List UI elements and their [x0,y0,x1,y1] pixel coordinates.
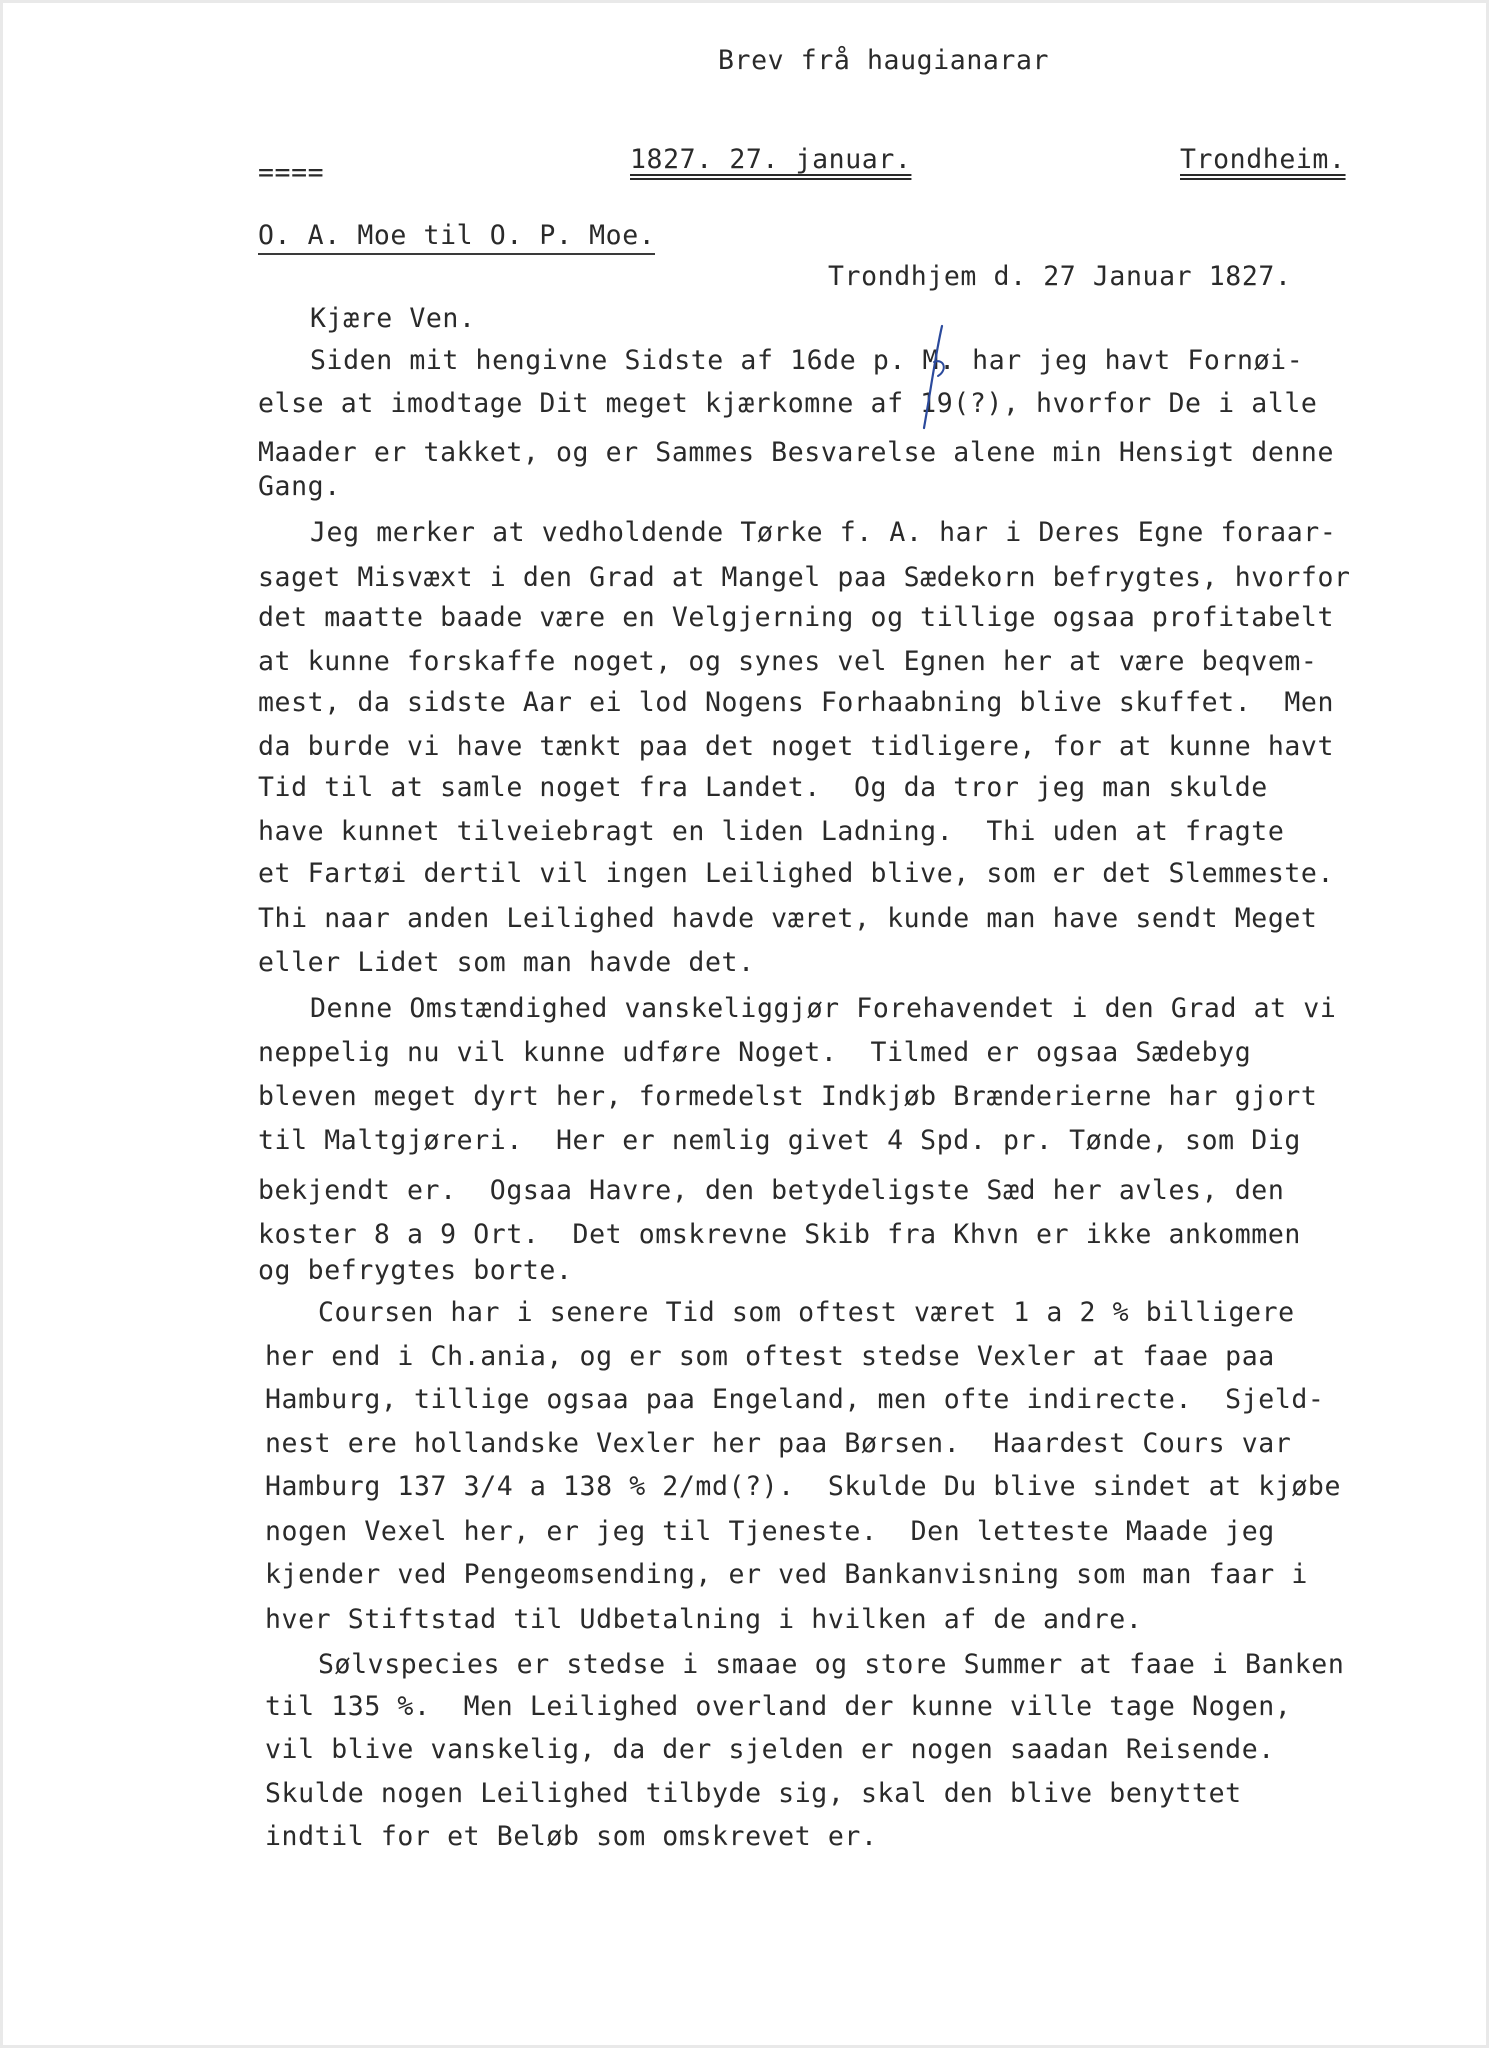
body-line: eller Lidet som man havde det. [258,947,755,978]
body-line: bekjendt er. Ogsaa Havre, den betydeligste Sæd her avles, den [258,1175,1285,1206]
collection-title: Brev frå haugianarar [718,45,1050,76]
body-line: et Fartøi dertil vil ingen Leilighed blive, som er det Slemmeste. [258,858,1335,889]
body-line: det maatte baade være en Velgjerning og tillige ogsaa profitabelt [258,602,1335,633]
body-line: vil blive vanskelig, da der sjelden er nogen saadan Reisende. [265,1734,1275,1765]
body-line: Thi naar anden Leilighed havde været, kunde man have sendt Meget [258,903,1318,934]
body-line: hver Stiftstad til Udbetalning i hvilken af de andre. [265,1604,1143,1635]
body-line: Gang. [258,471,341,502]
body-line: da burde vi have tænkt paa det noget tidligere, for at kunne havt [258,731,1335,762]
body-line: Skulde nogen Leilighed tilbyde sig, skal den blive benyttet [265,1778,1242,1809]
body-line: til 135 %. Men Leilighed overland der kunne ville tage Nogen, [265,1691,1292,1722]
body-line: at kunne forskaffe noget, og synes vel Egnen her at være beqvem- [258,646,1318,677]
body-line: Hamburg, tillige ogsaa paa Engeland, men ofte indirecte. Sjeld- [265,1384,1325,1415]
salutation: Kjære Ven. [310,303,476,334]
body-line: Coursen har i senere Tid som oftest været 1 a 2 % billigere [318,1297,1295,1328]
body-line: have kunnet tilveiebragt en liden Ladning. Thi uden at fragte [258,816,1285,847]
body-line: og befrygtes borte. [258,1255,573,1286]
body-line: neppelig nu vil kunne udføre Noget. Tilmed er ogsaa Sædebyg [258,1037,1252,1068]
header-separator: ==== [258,157,325,188]
body-line: til Maltgjøreri. Her er nemlig givet 4 Spd. pr. Tønde, som Dig [258,1125,1301,1156]
addressee-line [258,219,655,253]
body-line: Sølvspecies er stedse i smaae og store Summer at faae i Banken [318,1649,1345,1680]
body-line: nogen Vexel her, er jeg til Tjeneste. Den letteste Maade jeg [265,1516,1275,1547]
body-line: Siden mit hengivne Sidste af 16de p. M. har jeg havt Fornøi- [310,345,1304,376]
body-line: Tid til at samle noget fra Landet. Og da tror jeg man skulde [258,772,1268,803]
body-line: saget Misvæxt i den Grad at Mangel paa Sædekorn befrygtes, hvorfor [258,562,1351,593]
body-line: Denne Omstændighed vanskeliggjør Forehavendet i den Grad at vi [310,993,1337,1024]
body-line: nest ere hollandske Vexler her paa Børsen. Haardest Cours var [265,1428,1292,1459]
addressee-text: O. A. Moe til O. P. Moe. [258,220,655,255]
header-date: 1827. 27. januar. [630,144,912,175]
body-line: Maader er takket, og er Sammes Besvarelse alene min Hensigt denne [258,437,1335,468]
dateline: Trondhjem d. 27 Januar 1827. [828,261,1292,292]
body-line: her end i Ch.ania, og er som oftest stedse Vexler at faae paa [265,1341,1275,1372]
body-line: Jeg merker at vedholdende Tørke f. A. har i Deres Egne foraar- [310,517,1337,548]
body-line: koster 8 a 9 Ort. Det omskrevne Skib fra Khvn er ikke ankommen [258,1219,1301,1250]
body-line: indtil for et Beløb som omskrevet er. [265,1821,878,1852]
body-line: kjender ved Pengeomsending, er ved Bankanvisning som man faar i [265,1559,1308,1590]
body-line: bleven meget dyrt her, formedelst Indkjøb Brænderierne har gjort [258,1081,1318,1112]
header-place: Trondheim. [1180,144,1346,175]
body-line: else at imodtage Dit meget kjærkomne af 19(?), hvorfor De i alle [258,388,1318,419]
body-line: Hamburg 137 3/4 a 138 % 2/md(?). Skulde Du blive sindet at kjøbe [265,1471,1342,1502]
body-line: mest, da sidste Aar ei lod Nogens Forhaabning blive skuffet. Men [258,687,1335,718]
